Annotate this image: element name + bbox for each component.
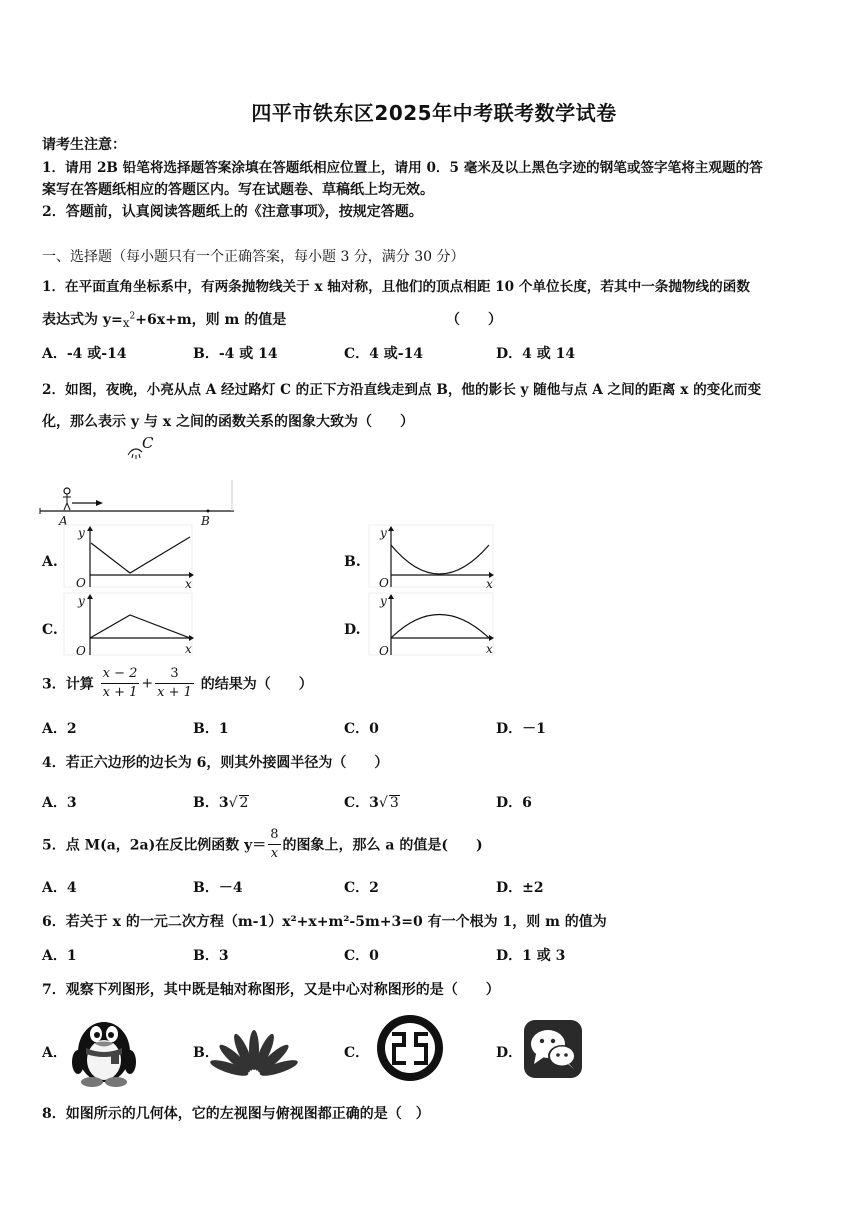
street-lamp-icon: [128, 449, 142, 459]
q3-fraction-1-denominator: x + 1: [102, 685, 138, 700]
notice-item-2: 2．答题前，认真阅读答题纸上的《注意事项》，按规定答题。: [42, 204, 423, 220]
q1-option-a: A．-4 或-14: [42, 346, 127, 362]
fan-petal-logo-icon: [216, 1018, 292, 1078]
q3-stem-post: 的结果为（ ）: [200, 676, 313, 693]
sqrt-sign-icon: √: [378, 795, 388, 811]
q4-option-b-radicand: 2: [239, 795, 249, 811]
q1-option-b: B．-4 或 14: [193, 346, 278, 362]
q2b-axis-x: x: [486, 577, 493, 591]
q4-option-c-radicand: 3: [389, 795, 399, 811]
q1-line-2: [42, 309, 286, 329]
q3-plus: +: [141, 675, 154, 692]
q3-fraction-2-numerator: 3: [155, 665, 194, 684]
q5-stem: [42, 826, 483, 863]
q7-stem: 7．观察下列图形，其中既是轴对称图形，又是中心对称图形的是（ ）: [42, 982, 500, 998]
q2d-axis-x: x: [486, 642, 493, 656]
section-1-heading: 一、选择题（每小题只有一个正确答案，每小题 3 分，满分 30 分）: [42, 249, 465, 265]
q6-option-b: B．3: [193, 948, 229, 964]
q1-expr-x: x: [122, 316, 130, 330]
q2-option-a: A.: [42, 554, 58, 570]
q2-line-2: 化，那么表示 y 与 x 之间的函数关系的图象大致为（ ）: [42, 414, 414, 430]
penguin-logo-icon: [66, 1010, 142, 1088]
q2-point-b: [207, 510, 210, 513]
bank-ring-logo-icon: [372, 1010, 448, 1086]
q1-expr-sup: 2: [129, 311, 136, 322]
q3-stem-pre: 3．计算: [42, 676, 94, 693]
q2a-axis-x: x: [185, 577, 192, 591]
q3-fraction-1-numerator: x − 2: [101, 665, 140, 684]
q5-option-c: C．2: [344, 880, 379, 896]
page-title: 四平市铁东区2025年中考联考数学试卷: [251, 101, 617, 125]
q1-answer-paren: （ ）: [446, 312, 502, 328]
q2c-axis-x: x: [185, 642, 192, 656]
q2b-axis-y: y: [380, 526, 387, 540]
arrow-right-icon: [72, 500, 103, 506]
q3-fraction-1: [101, 665, 140, 702]
q5-fraction: [268, 826, 280, 863]
q3-option-d: D．－1: [496, 721, 546, 737]
q2c-axis-y: y: [78, 594, 85, 608]
q2d-origin: O: [379, 644, 389, 658]
q2-graph-b: [369, 525, 499, 590]
q2a-origin: O: [76, 576, 86, 590]
q1-option-c: C．4 或-14: [344, 346, 424, 362]
q2-option-c: C.: [42, 622, 58, 638]
q4-option-b: [193, 792, 249, 812]
q4-option-a: A．3: [42, 795, 77, 811]
q3-option-c: C．0: [344, 721, 379, 737]
q5-fraction-numerator: 8: [268, 826, 280, 845]
q1-expr-post: +6x+m，则 m 的值是: [135, 312, 287, 328]
q2-label-b: B: [201, 514, 210, 528]
q7-option-d: D．: [496, 1045, 523, 1061]
q2-graph-a: [64, 525, 194, 590]
q2-label-a: A: [59, 514, 68, 528]
q3-fraction-2-denominator: x + 1: [157, 685, 192, 700]
q7-option-c: C．: [344, 1045, 370, 1061]
q6-option-a: A．1: [42, 948, 77, 964]
q4-option-c-label: C．3: [344, 795, 379, 811]
q6-option-c: C．0: [344, 948, 379, 964]
q2-graph-c: [64, 593, 194, 658]
q2-label-c: C: [142, 434, 154, 452]
q2d-axis-y: y: [380, 594, 387, 608]
q2-scene-figure: [38, 430, 238, 530]
person-icon: [63, 488, 71, 510]
q3-option-b: B．1: [193, 721, 229, 737]
q2-graph-d: [369, 593, 499, 658]
notice-heading: 请考生注意：: [42, 137, 126, 153]
q5-stem-post: 的图象上，那么 a 的值是( ): [282, 837, 483, 854]
q5-option-d: D．±2: [496, 880, 544, 896]
sqrt-sign-icon: √: [228, 795, 238, 811]
q2c-origin: O: [76, 644, 86, 658]
q3-stem: [42, 665, 313, 702]
q2-option-b: B.: [344, 554, 361, 570]
q4-stem: 4．若正六边形的边长为 6，则其外接圆半径为（ ）: [42, 755, 389, 771]
q5-stem-pre: 5．点 M(a，2a)在反比例函数 y＝: [42, 837, 267, 854]
q5-fraction-denominator: x: [270, 846, 279, 861]
notice-item-1-line-2: 案写在答题纸相应的答题区内。写在试题卷、草稿纸上均无效。: [42, 182, 434, 198]
notice-item-1-line-1: 1．请用 2B 铅笔将选择题答案涂填在答题纸相应位置上，请用 0．5 毫米及以上黑色字迹的钢笔或签字笔将主观题的答: [42, 160, 763, 176]
q6-option-d: D．1 或 3: [496, 948, 566, 964]
q7-option-b: B．: [193, 1045, 219, 1061]
q1-line-1: 1．在平面直角坐标系中，有两条抛物线关于 x 轴对称，且他们的顶点相距 10 个单位长度，若其中一条抛物线的函数: [42, 279, 750, 295]
q1-expr-pre: 表达式为 y=: [42, 312, 123, 328]
q2a-axis-y: y: [78, 526, 85, 540]
q2-line-1: 2．如图，夜晚，小亮从点 A 经过路灯 C 的正下方沿直线走到点 B，他的影长 y 随他与点 A 之间的距离 x 的变化而变: [42, 382, 762, 398]
q4-option-d: D．6: [496, 795, 532, 811]
q7-option-a: A．: [42, 1045, 67, 1061]
q5-option-a: A．4: [42, 880, 77, 896]
q5-option-b: B．－4: [193, 880, 243, 896]
q3-fraction-2: [155, 665, 194, 702]
q4-option-c: [344, 792, 400, 812]
q2-option-d: D.: [344, 622, 361, 638]
q3-option-a: A．2: [42, 721, 77, 737]
q2b-origin: O: [379, 576, 389, 590]
q6-stem: 6．若关于 x 的一元二次方程（m-1）x²+x+m²-5m+3=0 有一个根为 1，则 m 的值为: [42, 914, 607, 930]
q8-stem: 8．如图所示的几何体，它的左视图与俯视图都正确的是（ ）: [42, 1106, 430, 1122]
q4-option-b-label: B．3: [193, 795, 229, 811]
q1-option-d: D．4 或 14: [496, 346, 576, 362]
chat-bubbles-logo-icon: [522, 1018, 586, 1082]
